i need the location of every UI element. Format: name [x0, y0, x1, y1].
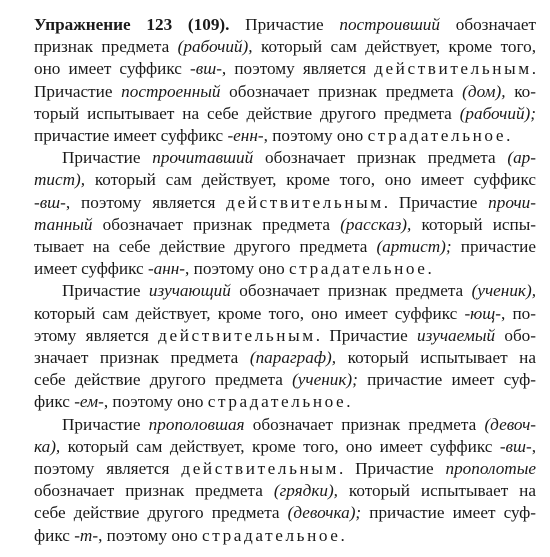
text-line	[34, 369, 536, 391]
italic-term: ка),	[34, 436, 61, 456]
text-line	[34, 103, 536, 125]
italic-term: (ученик),	[471, 281, 536, 301]
text-line	[34, 502, 536, 524]
text-line	[34, 458, 536, 480]
italic-term: построенный	[121, 81, 221, 101]
spaced-term: страдательное	[202, 525, 341, 545]
italic-term: (рассказ),	[340, 214, 412, 234]
text-run: себе действие другого предмета	[34, 503, 288, 523]
text-run: . Причастие	[338, 459, 446, 479]
text-run: обозначает признак предмета	[230, 281, 472, 301]
paragraph	[34, 414, 536, 547]
italic-term: построивший	[339, 15, 440, 34]
text-run: обо-	[495, 325, 536, 345]
text-run: , поэтому оно	[103, 392, 208, 412]
text-run: ,	[531, 436, 536, 456]
text-line	[34, 480, 536, 502]
text-run: который сам действует, кроме того, оно имеет суффикс	[60, 436, 500, 456]
text-line	[34, 258, 536, 280]
italic-term: -т-	[74, 525, 99, 545]
text-run: который сам действует, кроме того,	[252, 37, 537, 57]
text-line	[34, 280, 536, 302]
text-run: , поэтому является	[221, 59, 375, 79]
text-run: обозначает признак предмета	[34, 481, 274, 501]
text-run: обозначает признак предмета	[92, 214, 341, 234]
italic-term: тист),	[34, 170, 86, 190]
spaced-term: страдательное	[207, 392, 347, 412]
text-run: обозначает признак предмета	[253, 148, 508, 168]
italic-term: (артист);	[376, 237, 452, 257]
text-run: который испытывает на	[337, 481, 536, 501]
text-run: обозначает	[440, 15, 536, 34]
text-run: , поэтому оно	[185, 259, 290, 279]
italic-term: прочи-	[488, 192, 536, 212]
italic-term: (параграф),	[249, 348, 337, 368]
text-run: . Причастие	[383, 192, 489, 212]
text-run: Причастие	[62, 414, 149, 434]
text-run: .	[531, 59, 536, 79]
italic-term: прочитавший	[152, 148, 254, 168]
text-line	[34, 36, 536, 58]
italic-term: -анн-	[147, 259, 186, 279]
italic-term: (ар-	[507, 148, 536, 168]
spaced-term: действительным	[158, 325, 316, 345]
text-run: торый испытывает на себе действие другого предмета	[34, 103, 460, 123]
text-run: значает признак предмета	[34, 348, 250, 368]
text-run: Причастие	[229, 15, 340, 34]
italic-term: (рабочий),	[177, 37, 253, 57]
italic-term: танный	[34, 214, 93, 234]
text-line	[34, 214, 536, 236]
paragraphs-container	[34, 14, 536, 547]
text-run: фикс	[34, 392, 75, 412]
text-run: .	[427, 259, 432, 279]
paragraph	[34, 147, 536, 280]
spaced-term: действительным	[374, 59, 532, 79]
spaced-term: действительным	[181, 459, 339, 479]
text-line	[34, 125, 536, 147]
italic-term: -вш-	[34, 192, 66, 212]
text-line	[34, 81, 536, 103]
text-line	[34, 236, 536, 258]
text-run: который сам действует, кроме того, оно имеет суффикс	[34, 303, 465, 323]
text-run: Причастие	[62, 148, 153, 168]
text-run: который испы-	[411, 214, 536, 234]
spaced-term: страдательное	[367, 126, 507, 146]
text-run: оно имеет суффикс	[34, 59, 191, 79]
text-run: поэтому является	[34, 459, 182, 479]
exercise-title: Упражнение 123 (109).	[34, 15, 230, 34]
text-run: , поэтому оно	[98, 525, 203, 545]
italic-term: (рабочий);	[459, 103, 536, 123]
text-line	[34, 391, 536, 413]
paragraph	[34, 14, 536, 147]
text-line	[34, 347, 536, 369]
text-line	[34, 525, 536, 547]
text-run: .	[346, 392, 351, 412]
text-run: ко-	[505, 81, 536, 101]
italic-term: -вш-	[190, 59, 222, 79]
text-line	[34, 192, 536, 214]
italic-term: прополотые	[445, 459, 536, 479]
italic-term: изучаемый	[417, 325, 496, 345]
text-run: который сам действует, кроме того, оно имеет суффикс	[85, 170, 536, 190]
text-run: обозначает признак предмета	[220, 81, 463, 101]
text-line	[34, 325, 536, 347]
italic-term: -ющ-	[464, 303, 501, 323]
text-run: причастие имеет суф-	[357, 370, 537, 390]
text-run: .	[340, 525, 345, 545]
spaced-term: действительным	[226, 192, 384, 212]
text-run: .	[506, 126, 511, 146]
text-run: , поэтому оно	[263, 126, 368, 146]
text-run: этому является	[34, 325, 159, 345]
italic-term: -енн-	[227, 126, 264, 146]
italic-term: (девочка);	[287, 503, 362, 523]
italic-term: (девоч-	[484, 414, 536, 434]
text-run: фикс	[34, 525, 75, 545]
text-run: Причастие	[34, 81, 122, 101]
text-line	[34, 14, 536, 36]
text-run: Причастие	[62, 281, 149, 301]
text-run: признак предмета	[34, 37, 178, 57]
paragraph	[34, 280, 536, 413]
italic-term: (ученик);	[292, 370, 358, 390]
text-line	[34, 303, 536, 325]
italic-term: -ем-	[74, 392, 104, 412]
text-run: себе действие другого предмета	[34, 370, 293, 390]
exercise-text	[34, 14, 536, 547]
text-run: причастие имеет суф-	[361, 503, 536, 523]
text-line	[34, 169, 536, 191]
text-run: . Причастие	[315, 325, 418, 345]
spaced-term: страдательное	[289, 259, 428, 279]
text-run: причастие	[451, 237, 536, 257]
italic-term: изучающий	[148, 281, 231, 301]
italic-term: прополовшая	[148, 414, 245, 434]
text-run: , поэтому является	[65, 192, 227, 212]
italic-term: (грядки),	[273, 481, 338, 501]
text-line	[34, 147, 536, 169]
italic-term: (дом),	[462, 81, 506, 101]
text-run: причастие имеет суффикс	[34, 126, 228, 146]
italic-term: -вш-	[499, 436, 532, 456]
text-run: имеет суффикс	[34, 259, 148, 279]
text-line	[34, 414, 536, 436]
text-line	[34, 58, 536, 80]
text-run: , по-	[501, 303, 536, 323]
text-run: тывает на себе действие другого предмета	[34, 237, 377, 257]
text-run: обозначает признак предмета	[244, 414, 485, 434]
text-line	[34, 436, 536, 458]
text-run: который испытывает на	[336, 348, 536, 368]
